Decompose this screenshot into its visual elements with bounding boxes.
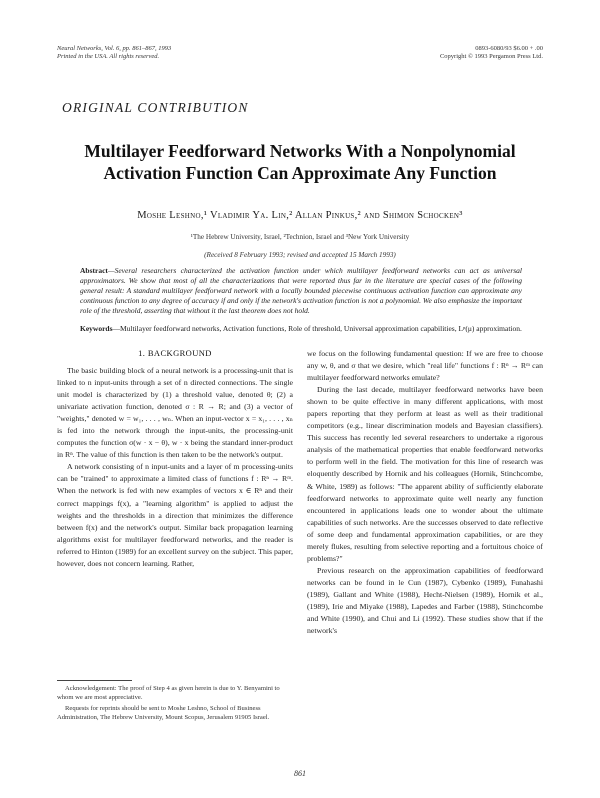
article-type-label: ORIGINAL CONTRIBUTION bbox=[62, 100, 249, 115]
abstract bbox=[80, 266, 522, 316]
paragraph: Previous research on the approximation capabilities of feedforward networks can be found in le Cun (1987), Cybenko (1989), Funahashi (1989), Gallant and White (1988), Hecht-Nielsen (1989), Hornik et al., (1989), Irie and Miyake (1988), Lapedes and Farber (1988), Stinchcombe and White (1990), and Chui and Li (1992). These studies show that if the network's bbox=[307, 565, 543, 636]
abstract-text: —Several researchers characterized the activation function under which multilayer feedforward networks can act as universal approximators. We show that most of all the characterizations that were reported thus far in the literature are special cases of the following general result: A standard multilayer feedforward network with a locally bounded piecewise continuous activation function can approximate any continuous function to any degree of accuracy if and only if the network's activation function is not a polynomial. We also emphasize the important role of the threshold, asserting that without it the last theorem does not hold. bbox=[80, 266, 522, 315]
footnote-divider bbox=[57, 680, 132, 681]
journal-citation-line1: Neural Networks, Vol. 6, pp. 861–867, 1993 bbox=[57, 45, 172, 52]
copyright-line1: 0893-6080/93 $6.00 + .00 bbox=[475, 45, 543, 52]
paper-title-line1: Multilayer Feedforward Networks With a Nonpolynomial bbox=[84, 141, 516, 161]
paragraph: A network consisting of n input-units and a layer of m processing-units can be "trained" to approximate a limited class of functions f : Rⁿ → Rᵐ. When the network is fed with new examples of vectors x ∈ Rⁿ and their correct mappings f(x), a "learning algorithm" is applied to adjust the weights and the thresholds in a direction that minimizes the difference between f(x) and the network's output. Similar back propagation learning algorithms exist for multilayer feedforward networks, and the reader is referred to Hinton (1989) for an excellent survey on the subject. This paper, however, does not concern learning. Rather, bbox=[57, 462, 293, 568]
footnotes bbox=[57, 684, 293, 724]
footnote-acknowledgement: Acknowledgement: The proof of Step 4 as given herein is due to Y. Benyamini to whom we are most appreciative. bbox=[57, 685, 280, 701]
section-heading: 1. BACKGROUND bbox=[138, 348, 212, 358]
paper-title bbox=[40, 140, 560, 184]
journal-citation bbox=[57, 45, 277, 61]
abstract-label: Abstract bbox=[80, 266, 108, 275]
left-column bbox=[57, 365, 293, 570]
journal-citation-line2: Printed in the USA. All rights reserved. bbox=[57, 53, 160, 60]
keywords-label: Keywords bbox=[80, 324, 113, 333]
keywords bbox=[80, 324, 522, 334]
paper-title-line2: Activation Function Can Approximate Any Function bbox=[103, 163, 497, 183]
keywords-text: —Multilayer feedforward networks, Activation functions, Role of threshold, Universal approximation capabilities, Lᵖ(μ) approximation. bbox=[112, 324, 522, 333]
paragraph: we focus on the following fundamental question: If we are free to choose any w, θ, and σ that we desire, which "real life" functions f : Rⁿ → Rᵐ can multilayer feedforward networks emulate? bbox=[307, 349, 543, 383]
copyright-block bbox=[323, 45, 543, 61]
author-affiliations: ¹The Hebrew University, Israel, ²Technion, Israel and ³New York University bbox=[190, 233, 410, 241]
footnote-reprints: Requests for reprints should be sent to Moshe Leshno, School of Business Administration, The Hebrew University, Mount Scopus, Jerusalem 91905 Israel. bbox=[57, 705, 270, 721]
paragraph: During the last decade, multilayer feedforward networks have been shown to be quite effective in many different applications, with most papers reporting that they perform at least as well as their traditional competitors (e.g., linear discrimination models and Bayesian classifiers). This success has recently led several researchers to undertake a rigorous analysis of the mathematical properties that enable feedforward networks to perform well in the field. The motivation for this line of research was eloquently described by Hornik and his colleagues (Hornik, Stinchcombe, & White, 1989) as follows: "The apparent ability of sufficiently elaborate feedforward networks to approximate quite well nearly any function encountered in applications leads one to wonder about the ultimate capabilities of such networks. Are the successes observed to date reflective of some deep and fundamental approximation capabilities, or are they merely flukes, resulting from selective reporting and a fortuitous choice of problems?" bbox=[307, 385, 543, 563]
right-column bbox=[307, 348, 543, 637]
copyright-line2: Copyright © 1993 Pergamon Press Ltd. bbox=[439, 53, 543, 60]
author-list: Moshe Leshno,¹ Vladimir Ya. Lin,² Allan Pinkus,² and Shimon Schocken³ bbox=[137, 210, 463, 221]
page-number: 861 bbox=[294, 769, 306, 778]
received-dates: (Received 8 February 1993; revised and accepted 15 March 1993) bbox=[204, 251, 396, 259]
paragraph: The basic building block of a neural network is a processing-unit that is linked to n input-units through a set of n directed connections. The single unit model is characterized by (1) a threshold value, denoted θ; (2) a univariate activation function, denoted σ : R → R; and (3) a vector of "weights," denoted w = w₁, . . . , wₙ. When an input-vector x = x₁, . . . , xₙ is fed into the network through the input-units, the processing-unit computes the function σ(w · x − θ), w · x being the standard inner-product in Rⁿ. The value of this function is then taken to be the network's output. bbox=[57, 366, 293, 460]
